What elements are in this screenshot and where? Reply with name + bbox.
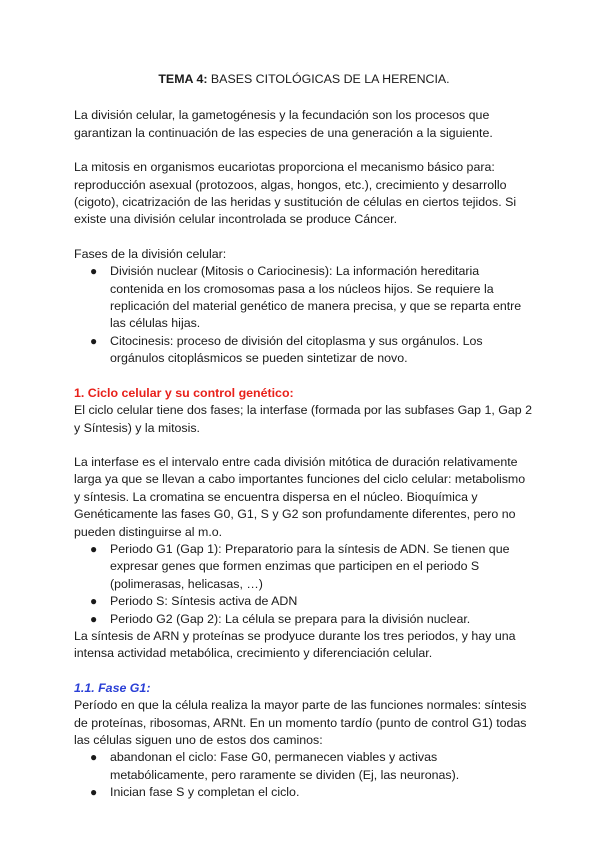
- bullet-icon: ●: [90, 594, 98, 609]
- list-item-text: Inician fase S y completan el ciclo.: [110, 785, 300, 800]
- bullet-icon: ●: [90, 333, 98, 348]
- page-title: [74, 71, 534, 88]
- intro-paragraph-2: La mitosis en organismos eucariotas proporciona el mecanismo básico para: reproducción asexual (protozoos, algas, hongos, etc.), crecimiento y desarrollo (cigoto), cicatrización de las heridas y sustitución de células en ciertos tejidos. Si existe una división celular incontrolada se produce Cáncer.: [74, 160, 517, 227]
- list-item-text: Periodo G2 (Gap 2): La célula se prepara para la división nuclear.: [110, 611, 471, 626]
- bullet-icon: ●: [90, 750, 98, 765]
- list-item: [74, 749, 534, 784]
- section-1-heading: 1. Ciclo celular y su control genético:: [74, 385, 294, 400]
- bullet-icon: ●: [90, 785, 98, 800]
- bullet-icon: ●: [90, 264, 98, 279]
- list-item-text: Citocinesis: proceso de división del citoplasma y sus orgánulos. Los orgánulos citoplásmicos se pueden sintetizar de novo.: [110, 333, 483, 366]
- list-item: [74, 611, 534, 628]
- title-text: BASES CITOLÓGICAS DE LA HERENCIA.: [207, 72, 450, 86]
- bullet-icon: ●: [90, 611, 98, 626]
- section-1-1-paragraph-1: Período en que la célula realiza la mayor parte de las funciones normales: síntesis de proteínas, ribosomas, ARNt. En un momento tardío (punto de control G1) todas las células siguen uno de estos dos caminos:: [74, 698, 527, 747]
- title-label: TEMA 4:: [158, 72, 208, 86]
- list-item: [74, 333, 534, 368]
- list-item-text: Periodo S: Síntesis activa de ADN: [110, 594, 298, 609]
- section-1-paragraph-1: El ciclo celular tiene dos fases; la interfase (formada por las subfases Gap 1, Gap 2 y Síntesis) y la mitosis.: [74, 403, 532, 435]
- bullet-icon: ●: [90, 541, 98, 556]
- section-1-paragraph-3: La síntesis de ARN y proteínas se prodyuce durante los tres periodos, y hay una intensa actividad metabólica, crecimiento y diferenciación celular.: [74, 628, 516, 661]
- list-item: [74, 784, 534, 801]
- list-item-text: División nuclear (Mitosis o Cariocinesis): La información hereditaria contenida en los cromosomas pasa a los núcleos hijos. Se requiere la replicación del material genético de manera precisa, y que se reparta entre las células hijas.: [110, 264, 522, 331]
- list-item: [74, 263, 534, 333]
- paths-list: [74, 749, 534, 801]
- section-1-paragraph-2: La interfase es el intervalo entre cada división mitótica de duración relativamente larga ya que se llevan a cabo importantes funciones del ciclo celular: metabolismo y síntesis. La cromatina se encuentra dispersa en el núcleo. Bioquímica y Genéticamente las fases G0, G1, S y G2 son profundamente diferentes, pero no pueden distinguirse al m.o.: [74, 454, 526, 539]
- document-body: [74, 71, 534, 802]
- phases-list: [74, 263, 534, 367]
- list-item: [74, 541, 534, 593]
- list-item-text: Periodo G1 (Gap 1): Preparatorio para la síntesis de ADN. Se tienen que expresar genes que formen enzimas que participen en el periodo S (polimerasas, helicasas, …): [110, 541, 510, 591]
- section-1-1-heading: 1.1. Fase G1:: [74, 680, 151, 695]
- list-item-text: abandonan el ciclo: Fase G0, permanecen viables y activas metabólicamente, pero raramente se dividen (Ej, las neuronas).: [110, 750, 460, 782]
- list-item: [74, 593, 534, 610]
- intro-paragraph-1: La división celular, la gametogénesis y la fecundación son los procesos que garantizan la continuación de las especies de una generación a la siguiente.: [74, 108, 493, 140]
- phases-intro: Fases de la división celular:: [74, 246, 227, 261]
- periods-list: [74, 541, 534, 628]
